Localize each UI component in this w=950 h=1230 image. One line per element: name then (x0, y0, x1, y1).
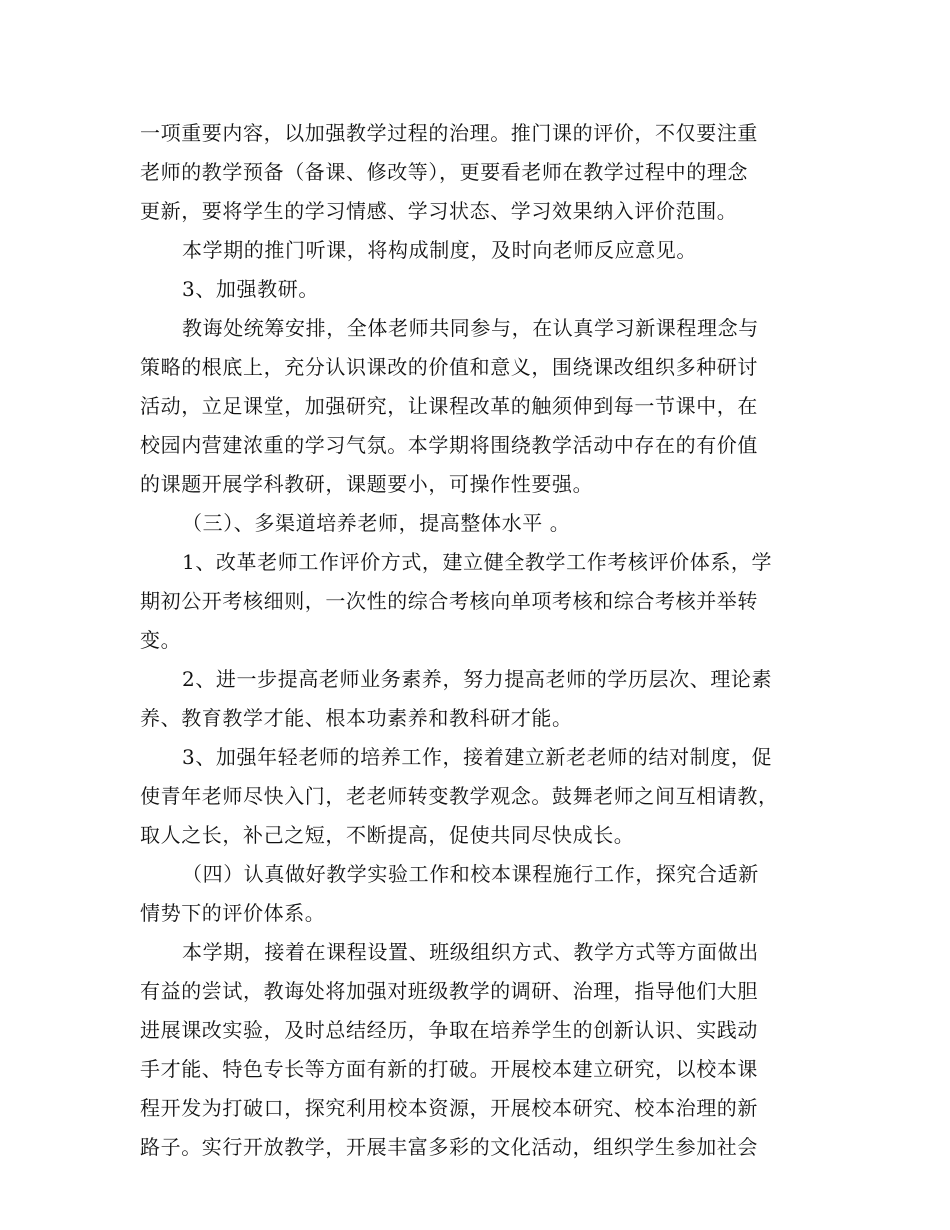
text-line: 策略的根底上，充分认识课改的价值和意义，围绕课改组织多种研讨 (140, 355, 758, 379)
text-line: 1、改革老师工作评价方式，建立健全教学工作考核评价体系，学 (182, 550, 773, 574)
text-line: 本学期的推门听课，将构成制度，及时向老师反应意见。 (182, 238, 697, 262)
text-line: 更新，要将学生的学习情感、学习状态、学习效果纳入评价范围。 (140, 199, 738, 223)
text-line: 3、加强年轻老师的培养工作，接着建立新老老师的结对制度，促 (182, 745, 773, 769)
text-line: 本学期，接着在课程设置、班级组织方式、教学方式等方面做出 (182, 940, 759, 964)
text-line: 路子。实行开放教学，开展丰富多彩的文化活动，组织学生参加社会 (140, 1135, 758, 1159)
text-line: 程开发为打破口，探究利用校本资源，开展校本研究、校本治理的新 (140, 1096, 758, 1120)
text-line: 教诲处统筹安排，全体老师共同参与，在认真学习新课程理念与 (182, 316, 759, 340)
text-line: 活动，立足课堂，加强研究，让课程改革的触须伸到每一节课中，在 (140, 394, 758, 418)
section-heading: （三）、多渠道培养老师，提高整体水平 。 (182, 511, 571, 535)
text-line: 变。 (140, 628, 182, 652)
text-line: 情势下的评价体系。 (140, 901, 326, 925)
text-line: 的课题开展学科教研，课题要小，可操作性要强。 (140, 472, 594, 496)
text-line: 老师的教学预备（备课、修改等），更要看老师在教学过程中的理念 (140, 160, 748, 184)
text-line: 校园内营建浓重的学习气氛。本学期将围绕教学活动中存在的有价值 (140, 433, 758, 457)
text-line: 期初公开考核细则，一次性的综合考核向单项考核和综合考核并举转 (140, 589, 758, 613)
text-line: 使青年老师尽快入门，老老师转变教学观念。鼓舞老师之间互相请教， (140, 784, 779, 808)
text-line: 取人之长，补己之短，不断提高，促使共同尽快成长。 (140, 823, 635, 847)
text-line: 养、教育教学才能、根本功素养和教科研才能。 (140, 706, 573, 730)
section-heading: 3、加强教研。 (182, 277, 319, 301)
text-line: 进展课改实验，及时总结经历，争取在培养学生的创新认识、实践动 (140, 1018, 758, 1042)
text-line: 一项重要内容，以加强教学过程的治理。推门课的评价，不仅要注重 (140, 121, 758, 145)
section-heading: （四）认真做好教学实验工作和校本课程施行工作，探究合适新 (182, 862, 759, 886)
text-line: 2、进一步提高老师业务素养，努力提高老师的学历层次、理论素 (182, 667, 773, 691)
text-line: 有益的尝试，教诲处将加强对班级教学的调研、治理，指导他们大胆 (140, 979, 758, 1003)
text-line: 手才能、特色专长等方面有新的打破。开展校本建立研究，以校本课 (140, 1057, 758, 1081)
